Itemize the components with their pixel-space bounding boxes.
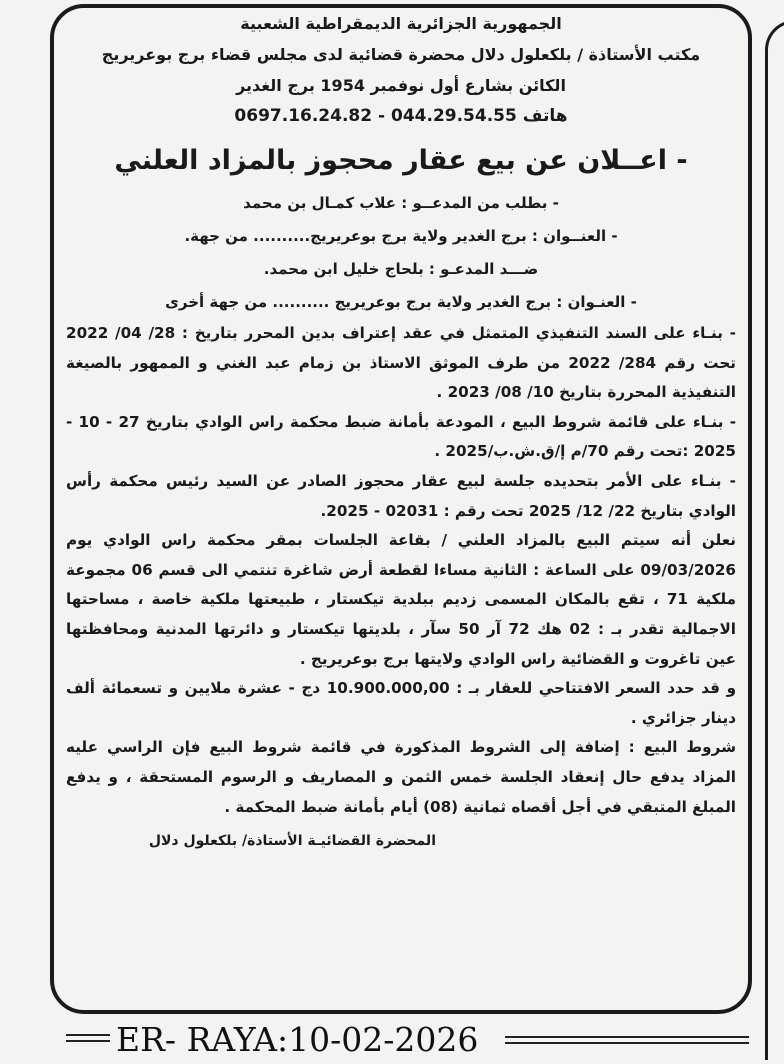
paragraph-auction-details: نعلن أنه سيتم البيع بالمزاد العلني / بقاعة الجلسات بمقر محكمة راس الوادي يوم 09/03/2026 على الساعة : الثانية مساءا لقطعة أرض شاغرة تنتمي الى قسم 06 مجموعة ملكية 71 ، تقع بالمكان المسمى زديم ببلدية تيكستار ، طبيعتها ملكية خاصة ، مساحتها الاجمالية تقدر بـ : 02 هك 72 آر 50 سآر ، بلديتها تيكستار و دائرتها المدنية ومحافظتها عين تاغروت و القضائية راس الوادي ولايتها برج بوعريريج . — [66, 531, 737, 668]
notice-title: - اعــلان عن بيع عقار محجوز بالمزاد العلني — [114, 145, 688, 176]
defendant-address: - العنـوان : برج الغدير ولاية برج بوعريريج .......... من جهة أخرى — [165, 293, 637, 311]
plaintiff-line: - بطلب من المدعــو : علاب كمـال بن محمد — [243, 194, 559, 212]
office-phones: هاتف 044.29.54.55 - 0697.16.24.82 — [234, 106, 568, 126]
notice-content — [66, 8, 736, 856]
paragraph-court-order: - بنـاء على الأمر بتحديده جلسة لبيع عقار محجوز الصادر عن السيد رئيس محكمة رأس الوادي بتاريخ 22/ 12/ 2025 تحت رقم : 02031 - 2025. — [66, 471, 736, 520]
adjacent-column-border — [765, 20, 784, 1060]
republic-heading: الجمهورية الجزائرية الديمقراطية الشعبية — [240, 14, 562, 33]
paragraph-opening-price: و قد حدد السعر الافتتاحي للعقار بـ : 10.900.000,00 دج - عشرة ملايين و تسعمائة ألف دينار جزائري . — [66, 679, 737, 727]
office-address: الكائن بشارع أول نوفمبر 1954 برج الغدير — [236, 76, 566, 95]
bailiff-signature: المحضرة القضائيـة الأستاذة/ بلكعلول دلال — [148, 833, 436, 850]
paragraph-enforcement-title: - بنـاء على السند التنفيذي المتمثل في عقد إعتراف بدين المحرر بتاريخ : 28/ 04/ 2022 تحت رقم 284/ 2022 من طرف الموثق الاستاذ بن زمام عبد الغني و الممهور بالصيغة التنفيذية المحررة بتاريخ 10/ 08/ 2023 . — [66, 324, 736, 402]
footer-rule-right — [505, 1036, 749, 1044]
plaintiff-address: - العنــوان : برج الغدير ولاية برج بوعريريج.......... من جهة. — [184, 227, 618, 245]
office-heading: مكتب الأستاذة / بلكعلول دلال محضرة قضائية لدى مجلس قضاء برج بوعريريج — [101, 45, 701, 64]
footer-rule-left — [66, 1034, 110, 1042]
newspaper-date-stamp: ER- RAYA:10-02-2026 — [116, 1020, 479, 1059]
defendant-line: ضـــد المدعـو : بلحاج خليل ابن محمد. — [263, 260, 539, 278]
paragraph-payment-terms: شروط البيع : إضافة إلى الشروط المذكورة في قائمة شروط البيع فإن الراسي عليه المزاد يدفع حال إنعقاد الجلسة خمس الثمن و المصاريف و الرسوم المستحقة ، و يدفع المبلغ المتبقي في أجل أقصاه ثمانية (08) أيام بأمانة ضبط المحكمة . — [66, 738, 736, 816]
paragraph-sale-conditions: - بنـاء على قائمة شروط البيع ، المودعة بأمانة ضبط محكمة راس الوادي بتاريخ 27 - 10 - 2025 :تحت رقم 70/م إ/ق.ش.ب/2025 . — [66, 412, 736, 461]
